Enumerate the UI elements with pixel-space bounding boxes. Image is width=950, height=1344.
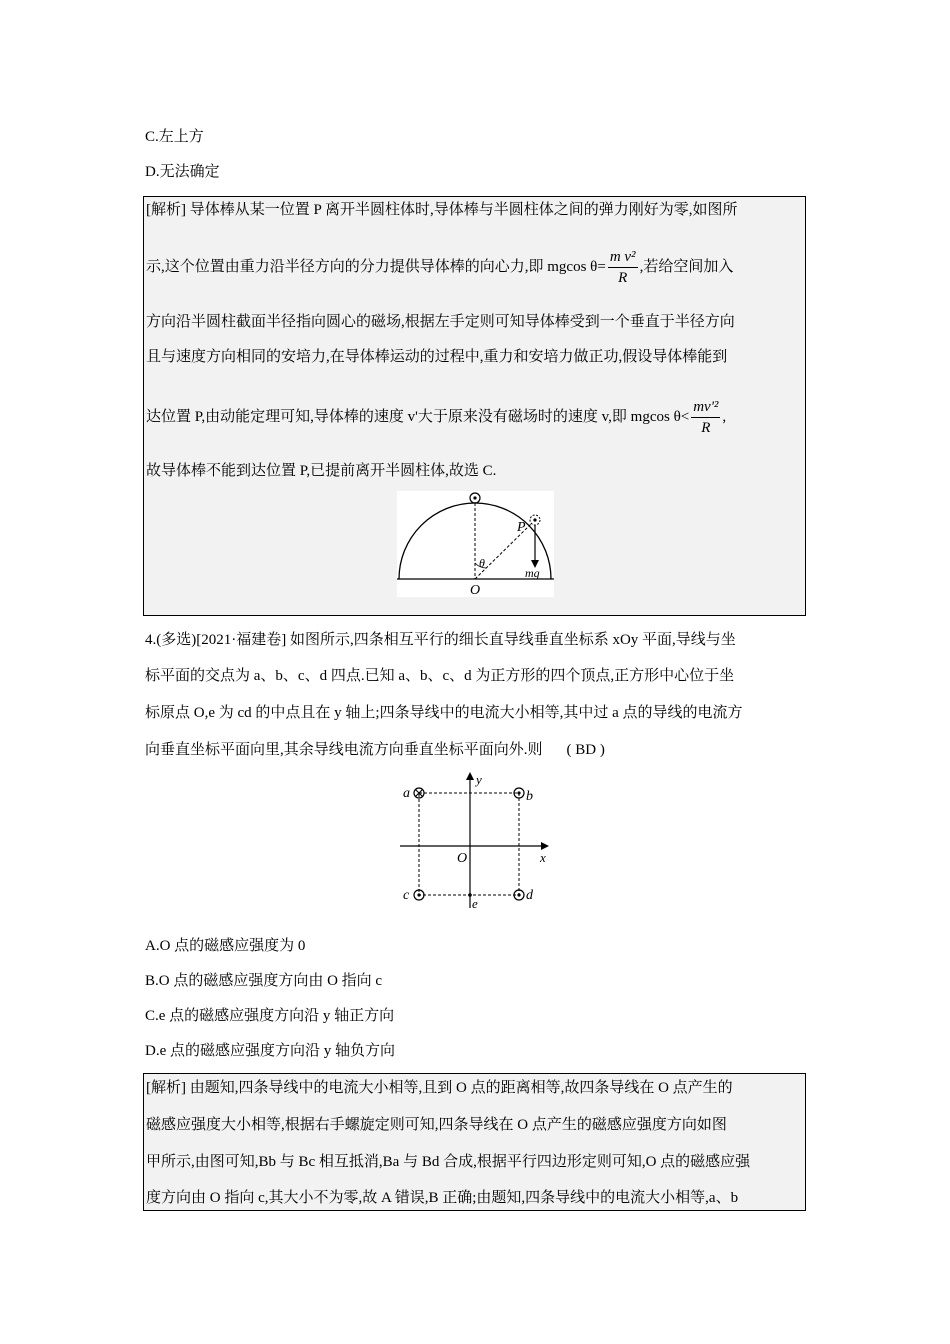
label-e: e [472,896,478,910]
q4-analysis-line-4: 度方向由 O 指向 c,其大小不为零,故 A 错误,B 正确;由题知,四条导线中的电流大小相等,a、b [146,1190,739,1206]
analysis-line-3: 方向沿半圆柱截面半径指向圆心的磁场,根据左手定则可知导体棒受到一个垂直于半径方向 [146,314,735,330]
label-p: P [517,520,526,535]
semicircle-figure [397,491,554,597]
q4-stem-line-3: 标原点 O,e 为 cd 的中点且在 y 轴上;四条导线中的电流大小相等,其中过 a 点的导线的电流方 [145,705,743,721]
option-c: C.左上方 [145,129,204,145]
q4-analysis-line-3: 甲所示,由图可知,Bb 与 Bc 相互抵消,Ba 与 Bd 合成,根据平行四边形定则可知,O 点的磁感应强 [146,1154,751,1170]
semicircle-diagram [397,491,554,597]
analysis-line-5: 达位置 P,由动能定理可知,导体棒的速度 v'大于原来没有磁场时的速度 v,即 mgcos θ< $\frac{\text{mv'²}}{R}$ , [146,399,727,436]
analysis-line-2: 示,这个位置由重力沿半径方向的分力提供导体棒的向心力,即 mgcos θ= $\frac{\text{m v²}}{R}$ ,若给空间加入 [146,249,734,286]
label-origin: O [457,851,468,866]
q4-stem-line-4: 向垂直坐标平面向里,其余导线电流方向垂直坐标平面向外.则 ( BD ) [145,742,605,758]
label-o: O [470,583,481,597]
q4-option-a: A.O 点的磁感应强度为 0 [145,938,306,954]
q4-analysis-line-1: [解析] 由题知,四条导线中的电流大小相等,且到 O 点的距离相等,故四条导线在 O 点产生的 [146,1080,733,1096]
label-b: b [526,789,533,804]
label-mg: mg [525,566,540,580]
label-c: c [403,888,410,903]
square-outline [419,793,519,895]
q4-stem-line-1: 4.(多选)[2021·福建卷] 如图所示,四条相互平行的细长直导线垂直坐标系 xOy 平面,导线与坐 [145,632,736,648]
analysis-line-1: [解析] 导体棒从某一位置 P 离开半圆柱体时,导体棒与半圆柱体之间的弹力刚好为零,如图所 [146,202,738,218]
analysis-box-q3 [143,196,806,616]
analysis-box-q4 [143,1073,806,1211]
fraction-mv-prime-r: $\frac{\text{mv'²}}{R}$ [693,399,719,436]
q4-analysis-line-2: 磁感应强度大小相等,根据右手螺旋定则可知,四条导线在 O 点产生的磁感应强度方向如图 [146,1117,727,1133]
label-a: a [403,786,410,801]
coordinate-figure [400,770,552,910]
label-d: d [526,888,533,903]
q4-option-c: C.e 点的磁感应强度方向沿 y 轴正方向 [145,1008,395,1024]
answer-bracket: ( BD ) [566,742,605,758]
fraction-mv2-r: $\frac{\text{m v²}}{R}$ [609,249,636,286]
q4-stem-line-2: 标平面的交点为 a、b、c、d 四点.已知 a、b、c、d 为正方形的四个顶点,正方形中心位于坐 [145,668,735,684]
analysis-line-6: 故导体棒不能到达位置 P,已提前离开半圆柱体,故选 C. [146,463,497,479]
wire-coordinate-diagram [400,770,552,910]
q4-option-d: D.e 点的磁感应强度方向沿 y 轴负方向 [145,1043,395,1059]
option-d: D.无法确定 [145,164,220,180]
q4-option-b: B.O 点的磁感应强度方向由 O 指向 c [145,973,383,989]
analysis-line-4: 且与速度方向相同的安培力,在导体棒运动的过程中,重力和安培力做正功,假设导体棒能到 [146,349,728,365]
label-theta: θ [479,556,485,570]
label-x: x [540,850,546,865]
label-y: y [476,772,482,787]
